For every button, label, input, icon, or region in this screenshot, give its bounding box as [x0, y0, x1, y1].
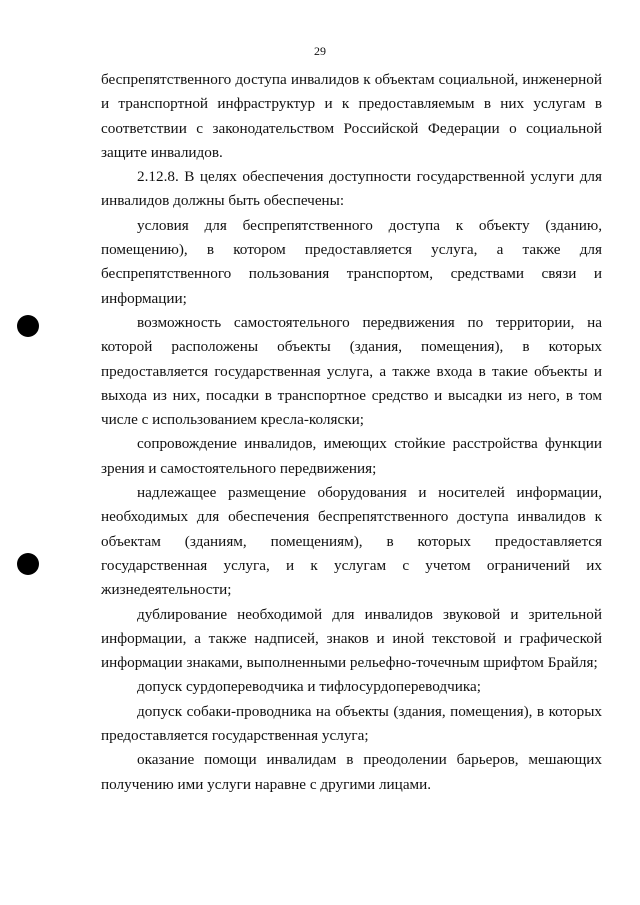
page-number: 29: [314, 44, 326, 58]
paragraph: оказание помощи инвалидам в преодолении барьеров, мешающих получению ими услуги наравне с другими лицами.: [101, 751, 602, 793]
paragraph: сопровождение инвалидов, имеющих стойкие расстройства функции зрения и самостоятельного передвижения;: [101, 435, 602, 477]
paragraph: надлежащее размещение оборудования и носителей информации, необходимых для обеспечения беспрепятственного доступа инвалидов к объектам (зданиям, помещениям), в которых предоставляется государственная услуга, и к услугам с учетом ограничений их жизнедеятельности;: [101, 484, 602, 599]
paragraph: дублирование необходимой для инвалидов звуковой и зрительной информации, а также надписей, знаков и иной текстовой и графической информации знаками, выполненными рельефно-точечным шрифтом Брайля;: [101, 605, 602, 672]
paragraph: допуск сурдопереводчика и тифлосурдопереводчика;: [137, 678, 481, 696]
paragraph: беспрепятственного доступа инвалидов к объектам социальной, инженерной и транспортной инфраструктур и к предоставляемым в них услугам в соответствии с законодательством Российской Федерации о социальной защите инвалидов.: [101, 71, 602, 161]
punch-hole-mark: [17, 553, 39, 575]
paragraph: условия для беспрепятственного доступа к объекту (зданию, помещению), в котором предоставляется услуга, а также для беспрепятственного пользования транспортом, средствами связи и информации;: [101, 216, 602, 307]
paragraph: допуск собаки-проводника на объекты (здания, помещения), в которых предоставляется государственная услуга;: [101, 702, 602, 745]
document-body: [101, 68, 602, 797]
paragraph: возможность самостоятельного передвижения по территории, на которой расположены объекты (здания, помещения), в которых предоставляется государственная услуга, а также входа в такие объекты и выхода из них, посадки в транспортное средство и высадки из него, в том числе с использованием кресла-коляски;: [101, 313, 602, 429]
punch-hole-mark: [17, 315, 39, 337]
paragraph: 2.12.8. В целях обеспечения доступности государственной услуги для инвалидов должны быть обеспечены:: [101, 168, 602, 210]
